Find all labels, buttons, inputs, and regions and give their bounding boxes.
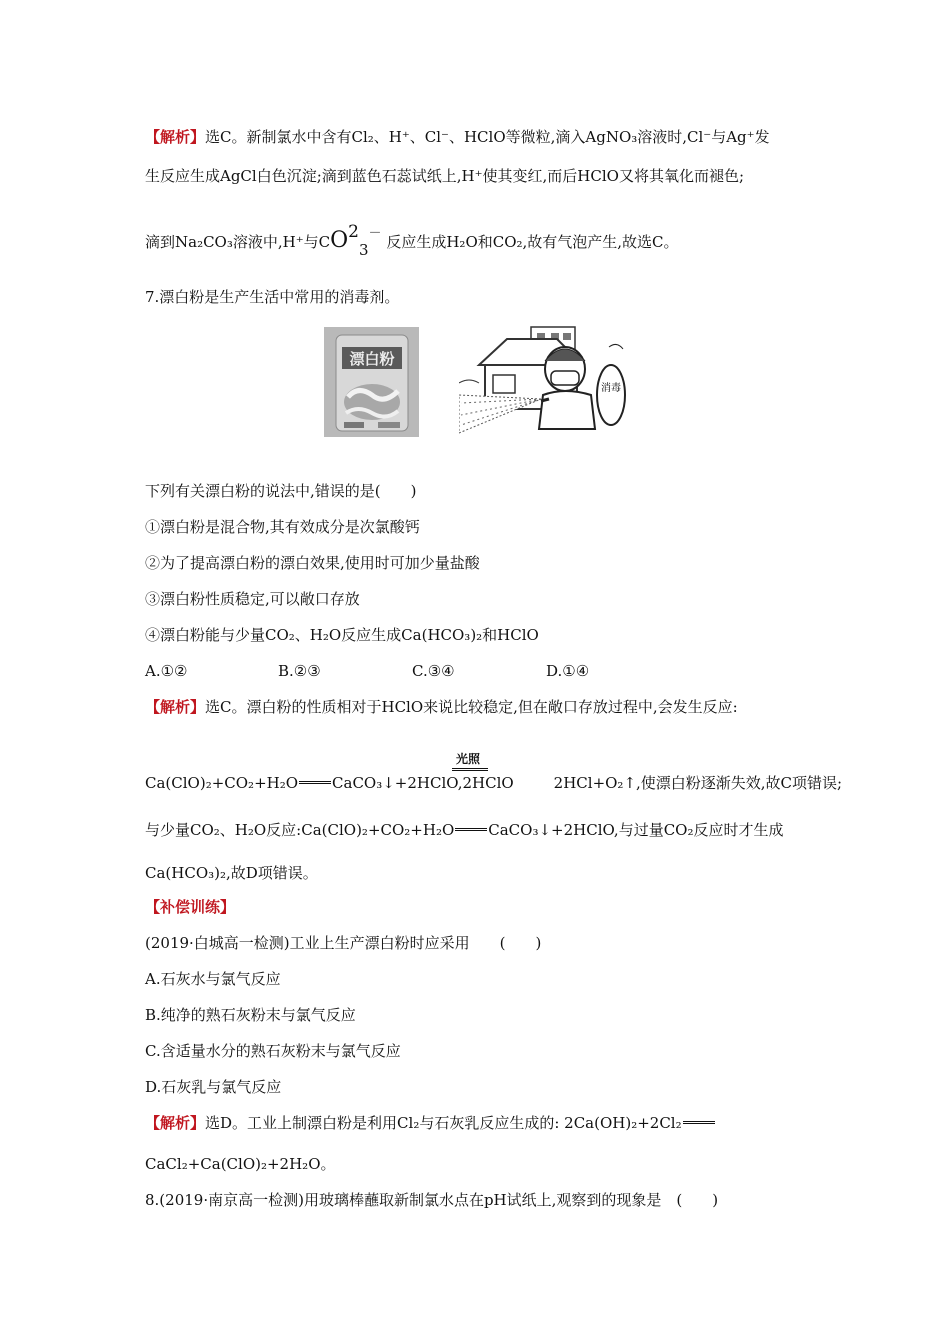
equation-part: 2HCl+O₂↑,使漂白粉逐渐失效,故C项错误; <box>553 774 843 792</box>
supplement-analysis-line-2: CaCl₂+Ca(ClO)₂+2H₂O。 <box>145 1155 336 1173</box>
q7-item-4: ④漂白粉能与少量CO₂、H₂O反应生成Ca(HCO₃)₂和HClO <box>145 626 539 644</box>
q6-analysis-line-2: 生反应生成AgCl白色沉淀;滴到蓝色石蕊试纸上,H⁺使其变红,而后HClO又将其氧化而褪色; <box>145 167 745 185</box>
supplement-tag: 【补偿训练】 <box>145 898 236 916</box>
q7-option-a: A.①② <box>145 662 188 680</box>
q7-analysis-line-4: Ca(HCO₃)₂,故D项错误。 <box>145 864 318 882</box>
q7-analysis-line-3 <box>145 820 783 840</box>
analysis-tag: 【解析】 <box>145 128 206 146</box>
q8-stem: 8.(2019·南京高一检测)用玻璃棒蘸取新制氯水点在pH试纸上,观察到的现象是 ( ) <box>145 1191 719 1209</box>
q7-item-1: ①漂白粉是混合物,其有效成分是次氯酸钙 <box>145 518 420 536</box>
equation-part: CaCO₃↓+2HClO,与过量CO₂反应时才生成 <box>488 821 784 839</box>
condition-equals-bar <box>452 768 488 771</box>
q7-option-b: B.②③ <box>278 662 321 680</box>
carbonate-ion: $O^2_3^-$ <box>330 222 382 259</box>
package-label: 漂白粉 <box>349 350 395 368</box>
analysis-text: 滴到Na₂CO₃溶液中,H⁺与C <box>145 233 331 251</box>
supplement-option-c: C.含适量水分的熟石灰粉末与氯气反应 <box>145 1042 401 1060</box>
supplement-question: (2019·白城高一检测)工业上生产漂白粉时应采用 ( ) <box>145 934 542 952</box>
reaction-condition: 光照 <box>456 752 481 766</box>
supplement-analysis-line-1 <box>145 1113 716 1133</box>
equals-sign <box>683 1121 715 1124</box>
q7-item-3: ③漂白粉性质稳定,可以敞口存放 <box>145 590 360 608</box>
tank-label: 消毒 <box>601 383 621 394</box>
bleaching-powder-photo <box>324 327 419 437</box>
q7-stem: 7.漂白粉是生产生活中常用的消毒剂。 <box>145 288 400 306</box>
analysis-tag: 【解析】 <box>145 698 206 716</box>
supplement-option-b: B.纯净的熟石灰粉末与氯气反应 <box>145 1006 356 1024</box>
disinfection-cartoon <box>459 325 631 437</box>
equals-sign <box>299 781 331 784</box>
equation-part: CaCO₃↓+2HClO,2HClO <box>332 774 514 792</box>
q7-question: 下列有关漂白粉的说法中,错误的是( ) <box>145 482 417 500</box>
q7-option-d: D.①④ <box>546 662 590 680</box>
analysis-tag: 【解析】 <box>145 1114 206 1132</box>
q7-item-2: ②为了提高漂白粉的漂白效果,使用时可加少量盐酸 <box>145 554 480 572</box>
q7-analysis-line-2 <box>145 773 842 793</box>
analysis-text: 选C。漂白粉的性质相对于HClO来说比较稳定,但在敞口存放过程中,会发生反应: <box>205 698 738 716</box>
analysis-text: 选D。工业上制漂白粉是利用Cl₂与石灰乳反应生成的: 2Ca(OH)₂+2Cl₂ <box>205 1114 682 1132</box>
q6-analysis-line-1 <box>145 127 770 147</box>
supplement-option-d: D.石灰乳与氯气反应 <box>145 1078 282 1096</box>
carbonate-o: O <box>330 228 349 253</box>
q6-analysis-line-3 <box>145 222 679 259</box>
supplement-option-a: A.石灰水与氯气反应 <box>145 970 281 988</box>
q7-option-c: C.③④ <box>412 662 455 680</box>
q7-analysis-line-1 <box>145 697 738 717</box>
equation-part: Ca(ClO)₂+CO₂+H₂O <box>145 774 299 792</box>
equals-sign <box>455 828 487 831</box>
analysis-text: 反应生成H₂O和CO₂,故有气泡产生,故选C。 <box>386 233 679 251</box>
analysis-text: 选C。新制氯水中含有Cl₂、H⁺、Cl⁻、HClO等微粒,滴入AgNO₃溶液时,Cl⁻与Ag⁺发 <box>205 128 770 146</box>
equation-part: 与少量CO₂、H₂O反应:Ca(ClO)₂+CO₂+H₂O <box>145 821 455 839</box>
